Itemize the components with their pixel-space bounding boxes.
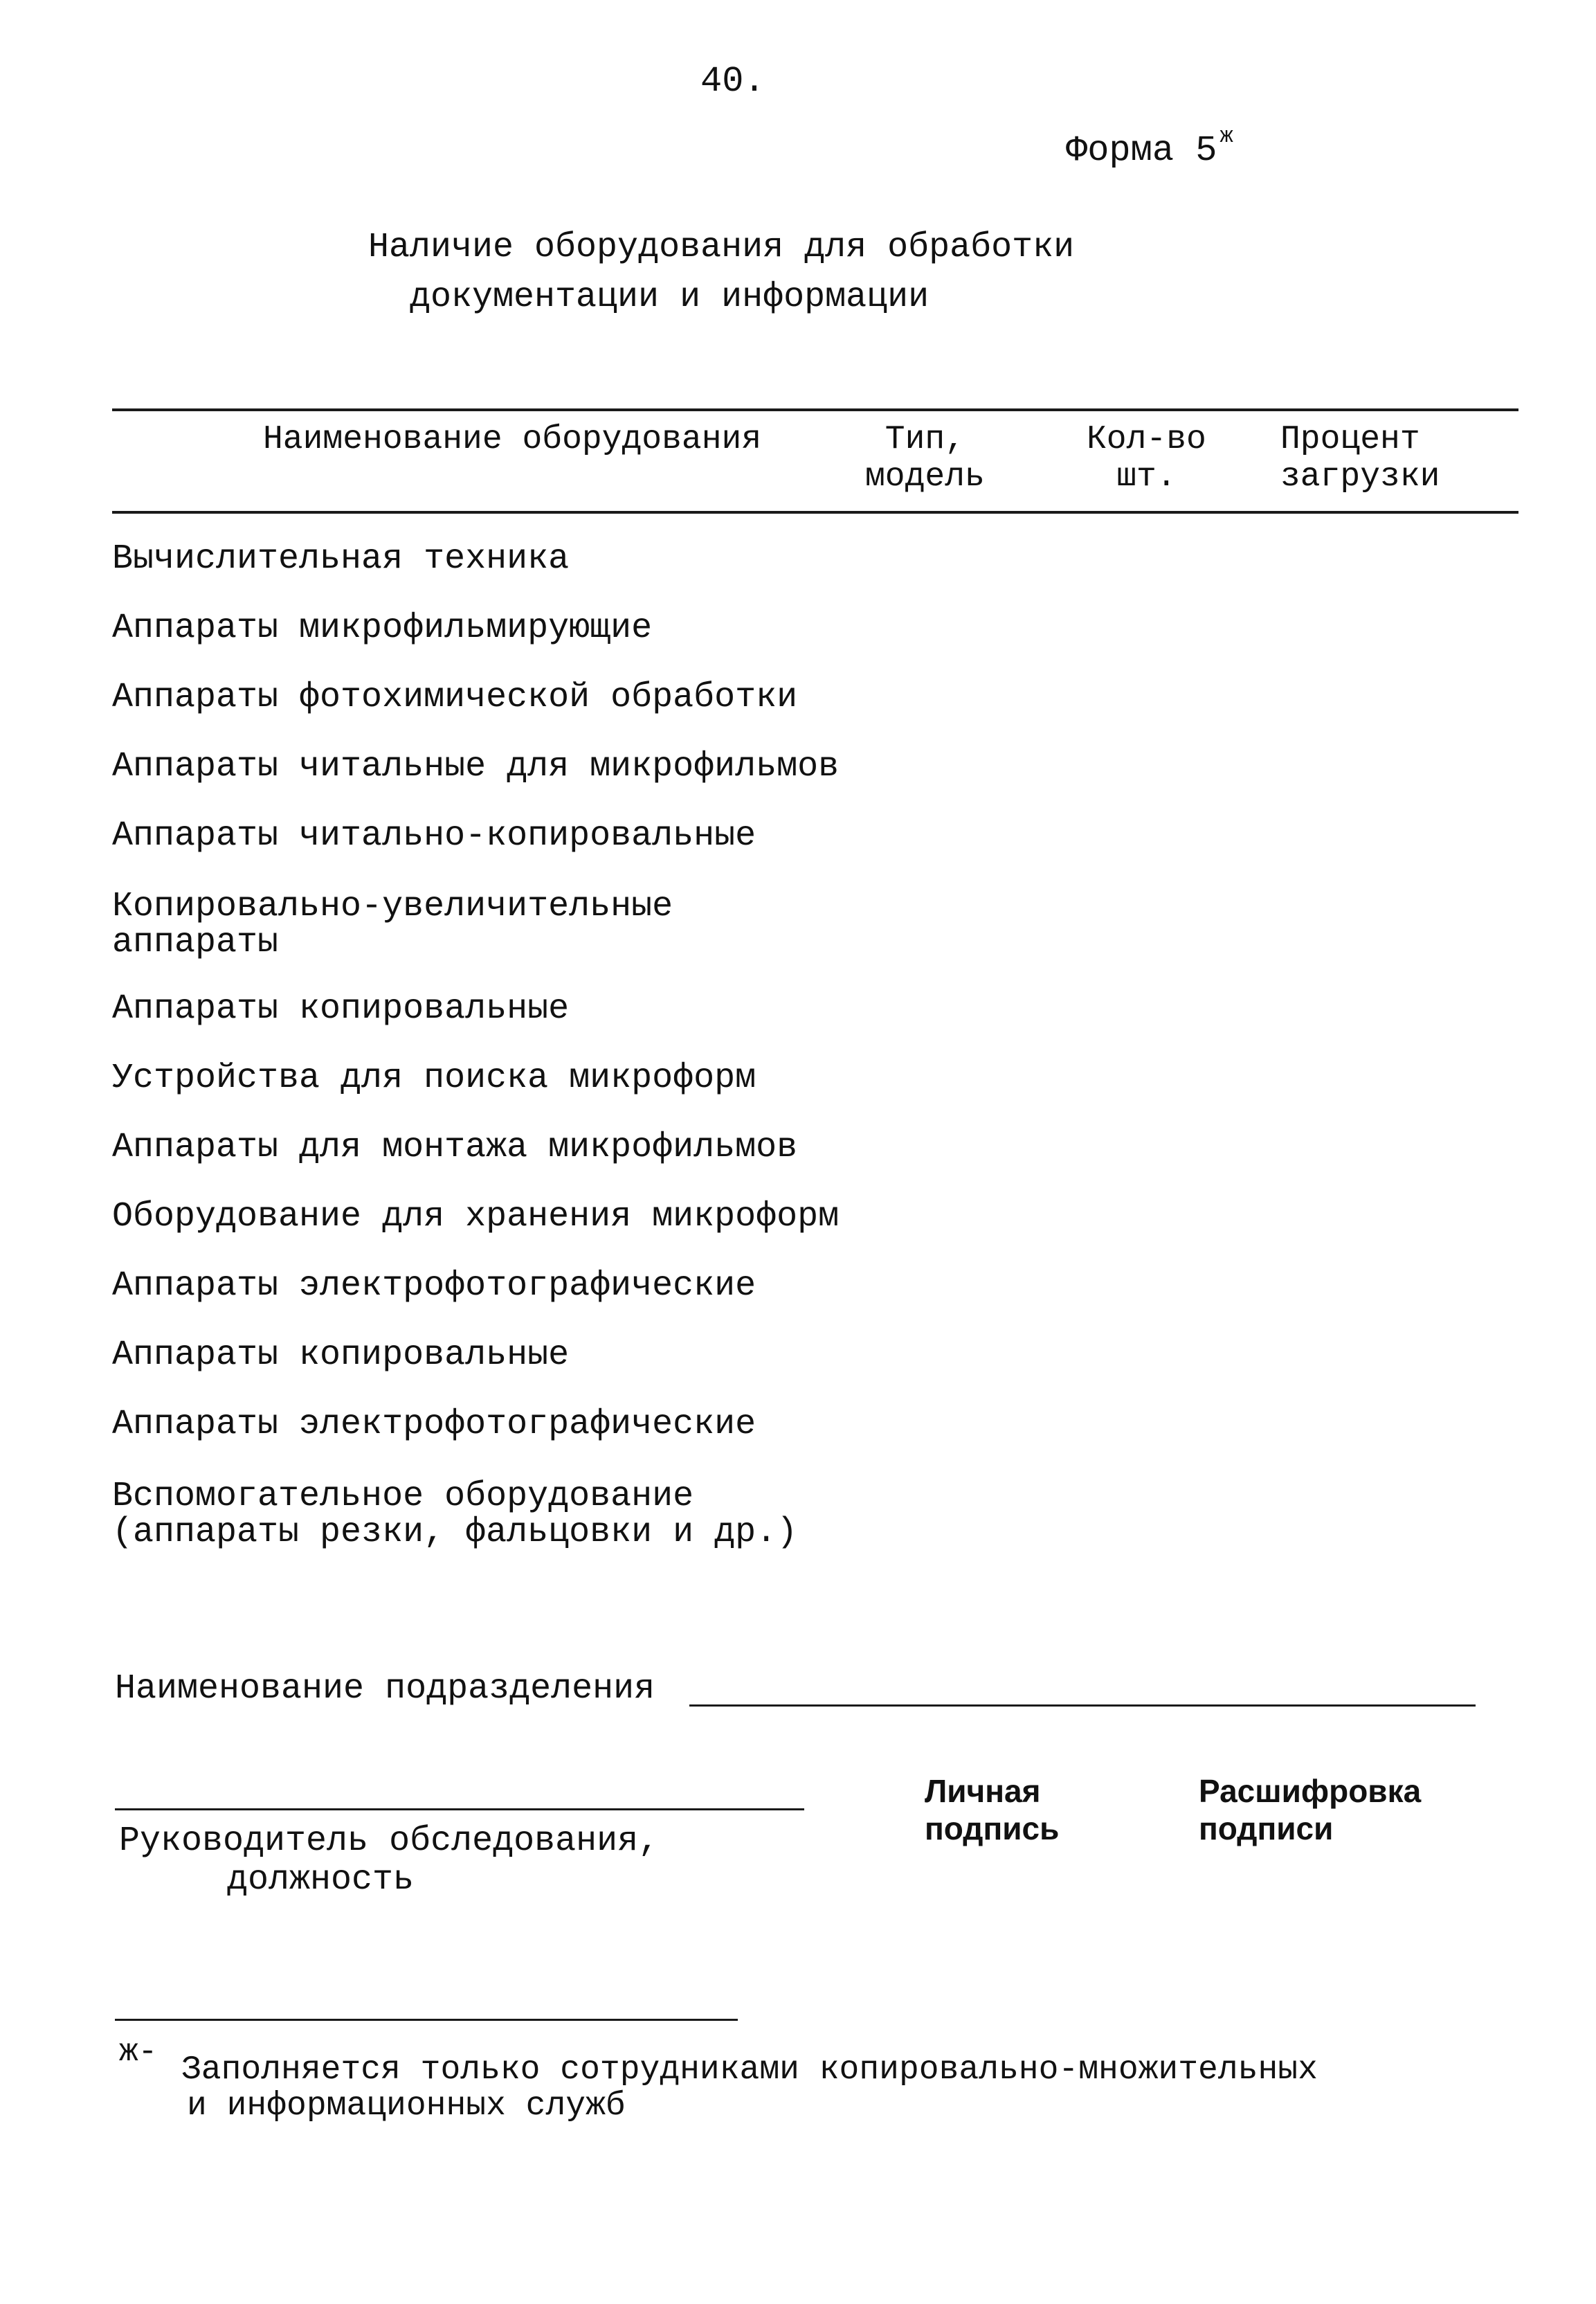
signature-decode-label xyxy=(1199,1772,1421,1847)
page-title xyxy=(368,223,1074,323)
table-row: Аппараты читальные для микрофильмов xyxy=(112,747,840,786)
signature-decode-line-2: подписи xyxy=(1199,1810,1334,1846)
personal-signature-line-2: подпись xyxy=(925,1810,1060,1846)
footnote-separator xyxy=(115,2019,738,2021)
column-header-load-line-2: загрузки xyxy=(1280,458,1440,496)
footnote-text xyxy=(181,2052,1318,2124)
head-signature-line xyxy=(115,1808,804,1810)
table-row: Аппараты фотохимической обработки xyxy=(112,678,798,717)
footnote-mark: ж- xyxy=(119,2034,158,2070)
table-row: Аппараты электрофотографические xyxy=(112,1405,756,1444)
footnote-line-2: и информационных служб xyxy=(187,2087,626,2125)
column-header-load xyxy=(1280,421,1440,496)
division-field-line xyxy=(689,1704,1476,1707)
division-label: Наименование подразделения xyxy=(115,1669,655,1709)
table-row: Аппараты микрофильмирующие xyxy=(112,609,653,648)
form-label-text: Форма 5 xyxy=(1066,130,1217,171)
table-header-rule xyxy=(112,511,1518,514)
table-row: Аппараты читально-копировальные xyxy=(112,816,756,856)
form-footnote-mark: ж xyxy=(1219,123,1233,149)
table-row: Копировально-увеличительные аппараты xyxy=(112,887,673,962)
signature-decode-line-1: Расшифровка xyxy=(1199,1773,1422,1809)
table-row: Вспомогательное оборудование (аппараты резки, фальцовки и др.) xyxy=(112,1477,798,1552)
column-header-qty xyxy=(1087,421,1206,496)
column-header-name: Наименование оборудования xyxy=(263,421,762,458)
column-header-type-line-1: Тип, xyxy=(885,421,965,458)
table-row: Оборудование для хранения микроформ xyxy=(112,1197,840,1236)
table-row: Вычислительная техника xyxy=(112,539,570,579)
column-header-load-line-1: Процент xyxy=(1280,421,1420,458)
table-top-rule xyxy=(112,408,1518,411)
head-label-line-2: должность xyxy=(227,1860,415,1900)
table-row: Аппараты электрофотографические xyxy=(112,1266,756,1306)
column-header-qty-line-1: Кол-во xyxy=(1087,421,1206,458)
column-header-qty-line-2: шт. xyxy=(1116,458,1177,496)
table-row: Аппараты копировальные xyxy=(112,989,570,1029)
table-row: Аппараты копировальные xyxy=(112,1335,570,1375)
personal-signature-line-1: Личная xyxy=(925,1773,1041,1809)
page-number: 40. xyxy=(700,61,765,102)
title-line-2: документации и информации xyxy=(410,278,930,317)
personal-signature-label xyxy=(925,1772,1059,1847)
head-label xyxy=(119,1822,659,1900)
footnote-line-1: Заполняется только сотрудниками копировально-множительных xyxy=(181,2051,1318,2089)
form-label xyxy=(1066,123,1233,171)
column-header-type xyxy=(865,421,985,496)
column-header-type-line-2: модель xyxy=(865,458,985,496)
table-row: Устройства для поиска микроформ xyxy=(112,1059,756,1098)
head-label-line-1: Руководитель обследования, xyxy=(119,1821,660,1861)
table-row: Аппараты для монтажа микрофильмов xyxy=(112,1128,798,1167)
title-line-1: Наличие оборудования для обработки xyxy=(368,228,1075,267)
